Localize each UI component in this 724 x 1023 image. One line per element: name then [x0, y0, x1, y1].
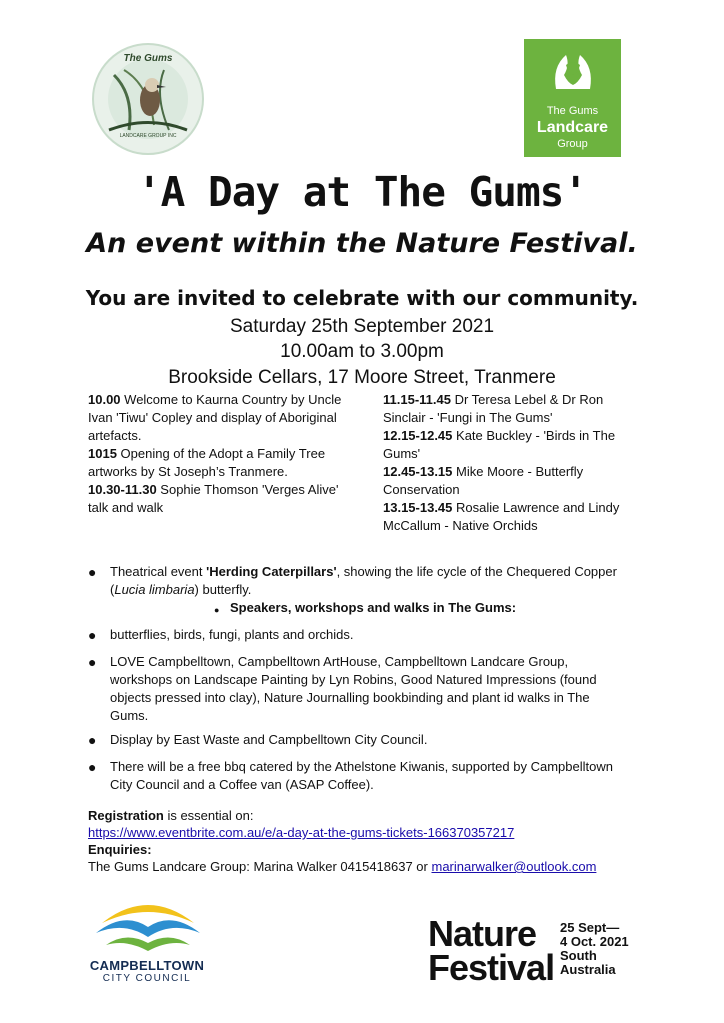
schedule-item — [88, 445, 350, 481]
green-logo-line2: Landcare — [536, 119, 609, 136]
list-item-text: There will be a free bbq catered by the Athelstone Kiwanis, supported by Campbelltown City Council and a Coffee van (ASAP Coffee). — [110, 759, 613, 792]
schedule-time: 1015 — [88, 446, 117, 461]
schedule-right-column — [383, 391, 643, 535]
bullet-icon: ● — [88, 732, 97, 748]
event-time: 10.00am to 3.00pm — [280, 341, 444, 362]
event-venue: Brookside Cellars, 17 Moore Street, Tranmere — [168, 367, 556, 388]
activities-list — [88, 563, 640, 793]
schedule-left-column — [88, 391, 350, 517]
schedule-item — [383, 427, 643, 463]
page-subtitle: An event within the Nature Festival. — [86, 228, 638, 259]
campbelltown-wave-icon — [92, 893, 204, 955]
list-item — [88, 626, 630, 644]
eventbrite-link[interactable]: https://www.eventbrite.com.au/e/a-day-at-the-gums-tickets-166370357217 — [88, 825, 515, 840]
schedule-text: Sophie Thomson 'Verges Alive' talk and walk — [88, 482, 339, 515]
schedule-time: 11.15-11.45 — [383, 392, 451, 407]
gums-landcare-green-logo — [524, 39, 621, 157]
event-date: Saturday 25th September 2021 — [229, 316, 495, 337]
schedule-item — [383, 499, 643, 535]
subheading-text: Speakers, workshops and walks in The Gums: — [230, 600, 517, 615]
campbelltown-line1: CAMPBELLTOWN — [89, 958, 205, 973]
list-item-text: butterflies, birds, fungi, plants and orchids. — [110, 627, 354, 642]
campbelltown-line2: CITY COUNCIL — [102, 973, 192, 984]
enquiries-label: Enquiries: — [88, 842, 152, 857]
enquiries-text: The Gums Landcare Group: Marina Walker 0415418637 or — [88, 859, 432, 874]
schedule-time: 12.45-13.15 — [383, 464, 453, 479]
schedule-item — [383, 391, 643, 427]
list-item — [88, 731, 630, 749]
schedule-text: Welcome to Kaurna Country by Uncle Ivan 'Tiwu' Copley and display of Aboriginal artefacts. — [88, 392, 342, 443]
list-item — [88, 653, 630, 725]
list-item-text: Theatrical event — [110, 564, 207, 579]
nature-festival-place1: South — [560, 948, 597, 963]
campbelltown-logo-text — [87, 958, 207, 984]
registration-label: Registration — [88, 808, 164, 823]
schedule-time: 10.30-11.30 — [88, 482, 157, 497]
bullet-icon: ● — [88, 627, 97, 643]
green-logo-line1: The Gums — [546, 105, 599, 117]
schedule-time: 12.15-12.45 — [383, 428, 453, 443]
schedule-time: 13.15-13.45 — [383, 500, 453, 515]
list-item-bold: 'Herding Caterpillars' — [206, 564, 337, 579]
list-item — [88, 563, 630, 599]
hands-australia-icon — [548, 49, 598, 93]
list-item-text: LOVE Campbelltown, Campbelltown ArtHouse, Campbelltown Landcare Group, workshops on Landscape Painting by Lyn Robins, Good Natured Impressions (found objects pressed into clay), Nature Journalling bookbinding and plant id walks in The Gums. — [110, 654, 597, 723]
list-item — [88, 758, 630, 794]
registration-section — [88, 807, 648, 875]
gums-circle-bottom-text: LANDCARE GROUP INC — [119, 133, 177, 139]
list-item-text: ) butterfly. — [194, 582, 252, 597]
schedule-item — [88, 481, 350, 517]
schedule-item — [383, 463, 643, 499]
schedule-time: 10.00 — [88, 392, 121, 407]
nature-festival-dates1: 25 Sept— — [560, 920, 620, 935]
species-name: Lucia limbaria — [114, 582, 195, 597]
nature-festival-details — [560, 921, 650, 977]
bullet-icon: ● — [88, 564, 97, 580]
schedule-text: Opening of the Adopt a Family Tree artworks by St Joseph’s Tranmere. — [88, 446, 326, 479]
bullet-icon: ● — [88, 759, 97, 775]
schedule-text: Rosalie Lawrence and Lindy McCallum - Native Orchids — [383, 500, 620, 533]
invite-heading: You are invited to celebrate with our community. — [85, 286, 639, 310]
nature-festival-word2: Festival — [428, 947, 555, 988]
gums-circle-top-text: The Gums — [123, 53, 173, 64]
page-title: 'A Day at The Gums' — [137, 168, 587, 216]
registration-line — [88, 807, 648, 824]
nature-festival-place2: Australia — [560, 962, 616, 977]
nature-festival-word1: Nature — [428, 913, 537, 954]
schedule-text: Dr Teresa Lebel & Dr Ron Sinclair - 'Fungi in The Gums' — [383, 392, 604, 425]
green-logo-line3: Group — [557, 138, 588, 150]
email-link[interactable]: marinarwalker@outlook.com — [431, 859, 597, 874]
schedule-text: Kate Buckley - 'Birds in The Gums' — [383, 428, 616, 461]
enquiries-line — [88, 858, 648, 875]
bullet-icon: ● — [88, 654, 97, 670]
list-item-text: , showing the life cycle of the Chequered Copper ( — [110, 564, 617, 597]
list-subheading — [214, 599, 630, 617]
nature-festival-dates2: 4 Oct. 2021 — [560, 934, 629, 949]
gums-landcare-circle-logo — [92, 43, 204, 155]
small-bullet-icon: ● — [214, 605, 220, 615]
registration-text: is essential on: — [163, 808, 254, 823]
list-item-text: Display by East Waste and Campbelltown City Council. — [110, 732, 428, 747]
schedule-text: Mike Moore - Butterfly Conservation — [383, 464, 584, 497]
schedule-item — [88, 391, 350, 445]
